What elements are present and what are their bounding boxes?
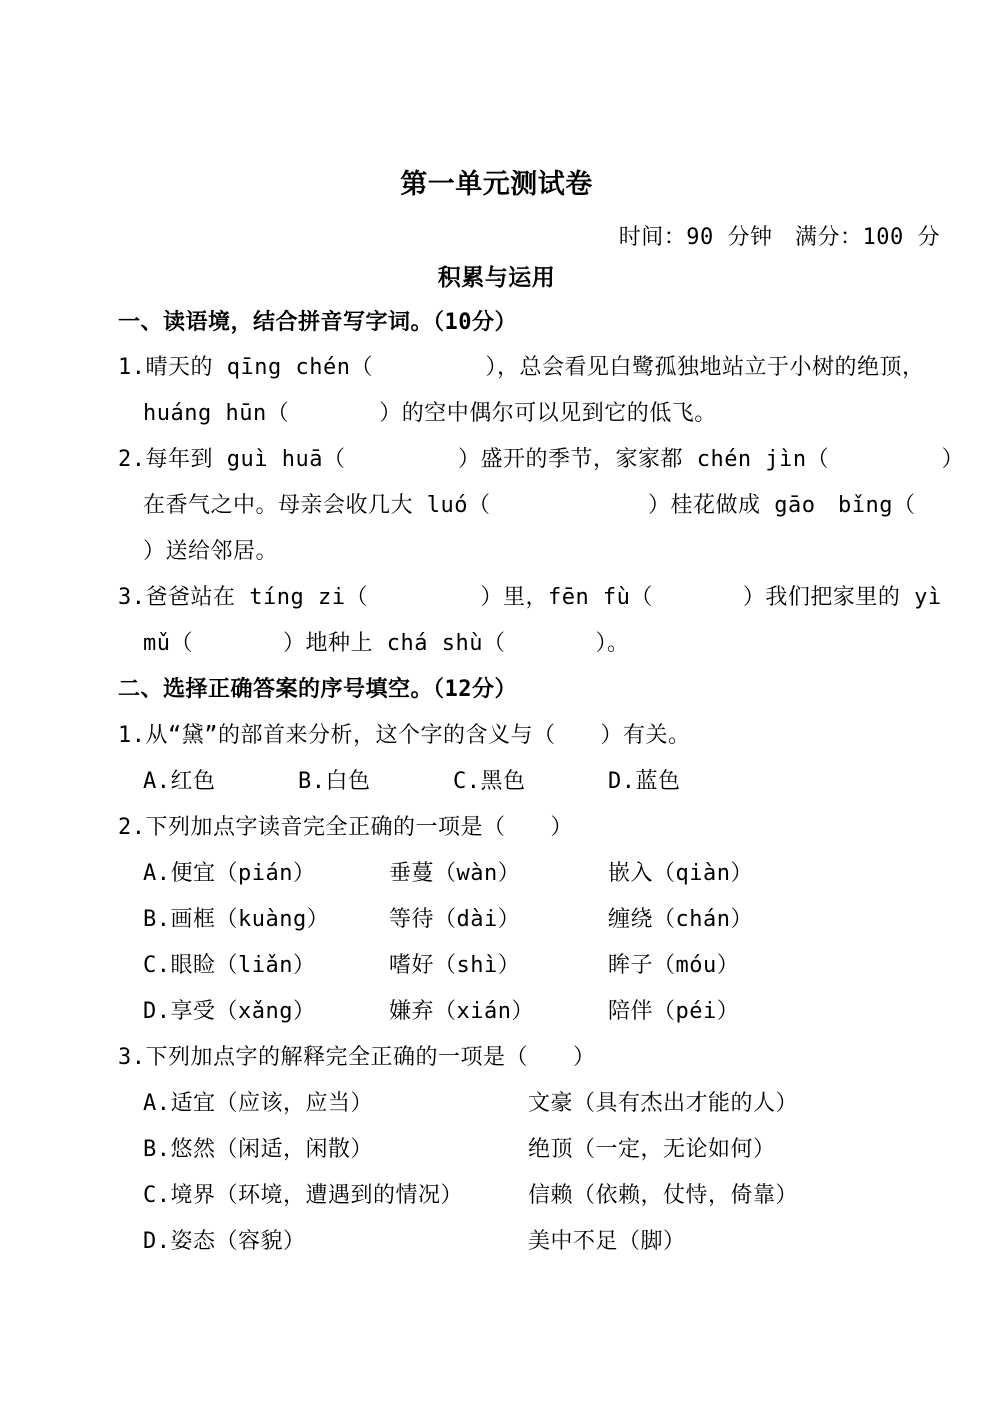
s2-q3-a-item-2: 文豪（具有杰出才能的人） xyxy=(528,1091,799,1116)
s2-q1-option-d: D.蓝色 xyxy=(608,769,681,794)
s2-q2-a-item-2: 垂蔓（wàn） xyxy=(389,861,521,886)
s2-q2-row-b xyxy=(143,905,753,935)
s2-q2-a-item-3: 嵌入（qiàn） xyxy=(608,861,753,886)
s1-q3-line-1: 3.爸爸站在 tíng zi（ ）里，fēn fù（ ）我们把家里的 yì xyxy=(118,585,942,610)
s2-q2-d-item-1: D.享受（xǎng） xyxy=(143,999,316,1024)
s1-q2-line-1: 2.每年到 guì huā（ ）盛开的季节，家家都 chén jìn（ ） xyxy=(118,447,965,472)
s2-q2-row-a xyxy=(143,859,753,889)
section-2-heading: 二、选择正确答案的序号填空。（12分） xyxy=(118,677,517,702)
s2-q2-b-item-3: 缠绕（chán） xyxy=(608,907,753,932)
s2-q3-row-c xyxy=(143,1181,798,1211)
s2-q2-d-item-3: 陪伴（péi） xyxy=(608,999,740,1024)
s1-q2-line-2: 在香气之中。母亲会收几大 luó（ ）桂花做成 gāo bǐng（ xyxy=(143,493,916,518)
s2-q2-row-d xyxy=(143,997,739,1027)
s2-q2-c-item-1: C.眼睑（liǎn） xyxy=(143,953,316,978)
s2-q2-stem: 2.下列加点字读音完全正确的一项是（ ） xyxy=(118,815,573,840)
s2-q1-options-row xyxy=(143,767,681,797)
s2-q3-stem: 3.下列加点字的解释完全正确的一项是（ ） xyxy=(118,1045,596,1070)
s2-q3-row-a xyxy=(143,1089,798,1119)
s2-q2-row-c xyxy=(143,951,739,981)
s2-q3-row-b xyxy=(143,1135,776,1165)
s2-q2-a-item-1: A.便宜（pián） xyxy=(143,861,316,886)
s2-q3-d-item-1: D.姿态（容貌） xyxy=(143,1229,306,1254)
s2-q1-stem: 1.从“黛”的部首来分析，这个字的含义与（ ）有关。 xyxy=(118,723,691,748)
s1-q1-line-1: 1.晴天的 qīng chén（ ），总会看见白鹭孤独地站立于小树的绝顶， xyxy=(118,355,925,380)
s1-q1-line-2: huáng hūn（ ）的空中偶尔可以见到它的低飞。 xyxy=(143,401,717,426)
s2-q3-b-item-2: 绝顶（一定，无论如何） xyxy=(528,1137,776,1162)
s2-q3-d-item-2: 美中不足（脚） xyxy=(528,1229,686,1254)
exam-meta: 时间：90 分钟 满分：100 分 xyxy=(618,225,940,250)
s2-q2-b-item-2: 等待（dài） xyxy=(389,907,521,932)
s2-q3-c-item-1: C.境界（环境，遭遇到的情况） xyxy=(143,1183,463,1208)
s2-q2-c-item-3: 眸子（móu） xyxy=(608,953,740,978)
exam-title: 第一单元测试卷 xyxy=(400,169,593,200)
s2-q2-c-item-2: 嗜好（shì） xyxy=(389,953,521,978)
s2-q3-c-item-2: 信赖（依赖，仗恃，倚靠） xyxy=(528,1183,799,1208)
s2-q1-option-c: C.黑色 xyxy=(453,769,526,794)
s2-q3-a-item-1: A.适宜（应该，应当） xyxy=(143,1091,373,1116)
s1-q2-line-3: ）送给邻居。 xyxy=(143,539,279,564)
s2-q2-d-item-2: 嫌弃（xián） xyxy=(389,999,534,1024)
s2-q3-row-d xyxy=(143,1227,686,1257)
s2-q2-b-item-1: B.画框（kuàng） xyxy=(143,907,330,932)
part-header: 积累与运用 xyxy=(437,265,556,291)
s2-q1-option-b: B.白色 xyxy=(298,769,371,794)
s2-q3-b-item-1: B.悠然（闲适，闲散） xyxy=(143,1137,373,1162)
s1-q3-line-2: mǔ（ ）地种上 chá shù（ ）。 xyxy=(143,631,630,656)
s2-q1-option-a: A.红色 xyxy=(143,769,216,794)
section-1-heading: 一、读语境，结合拼音写字词。（10分） xyxy=(118,310,517,335)
